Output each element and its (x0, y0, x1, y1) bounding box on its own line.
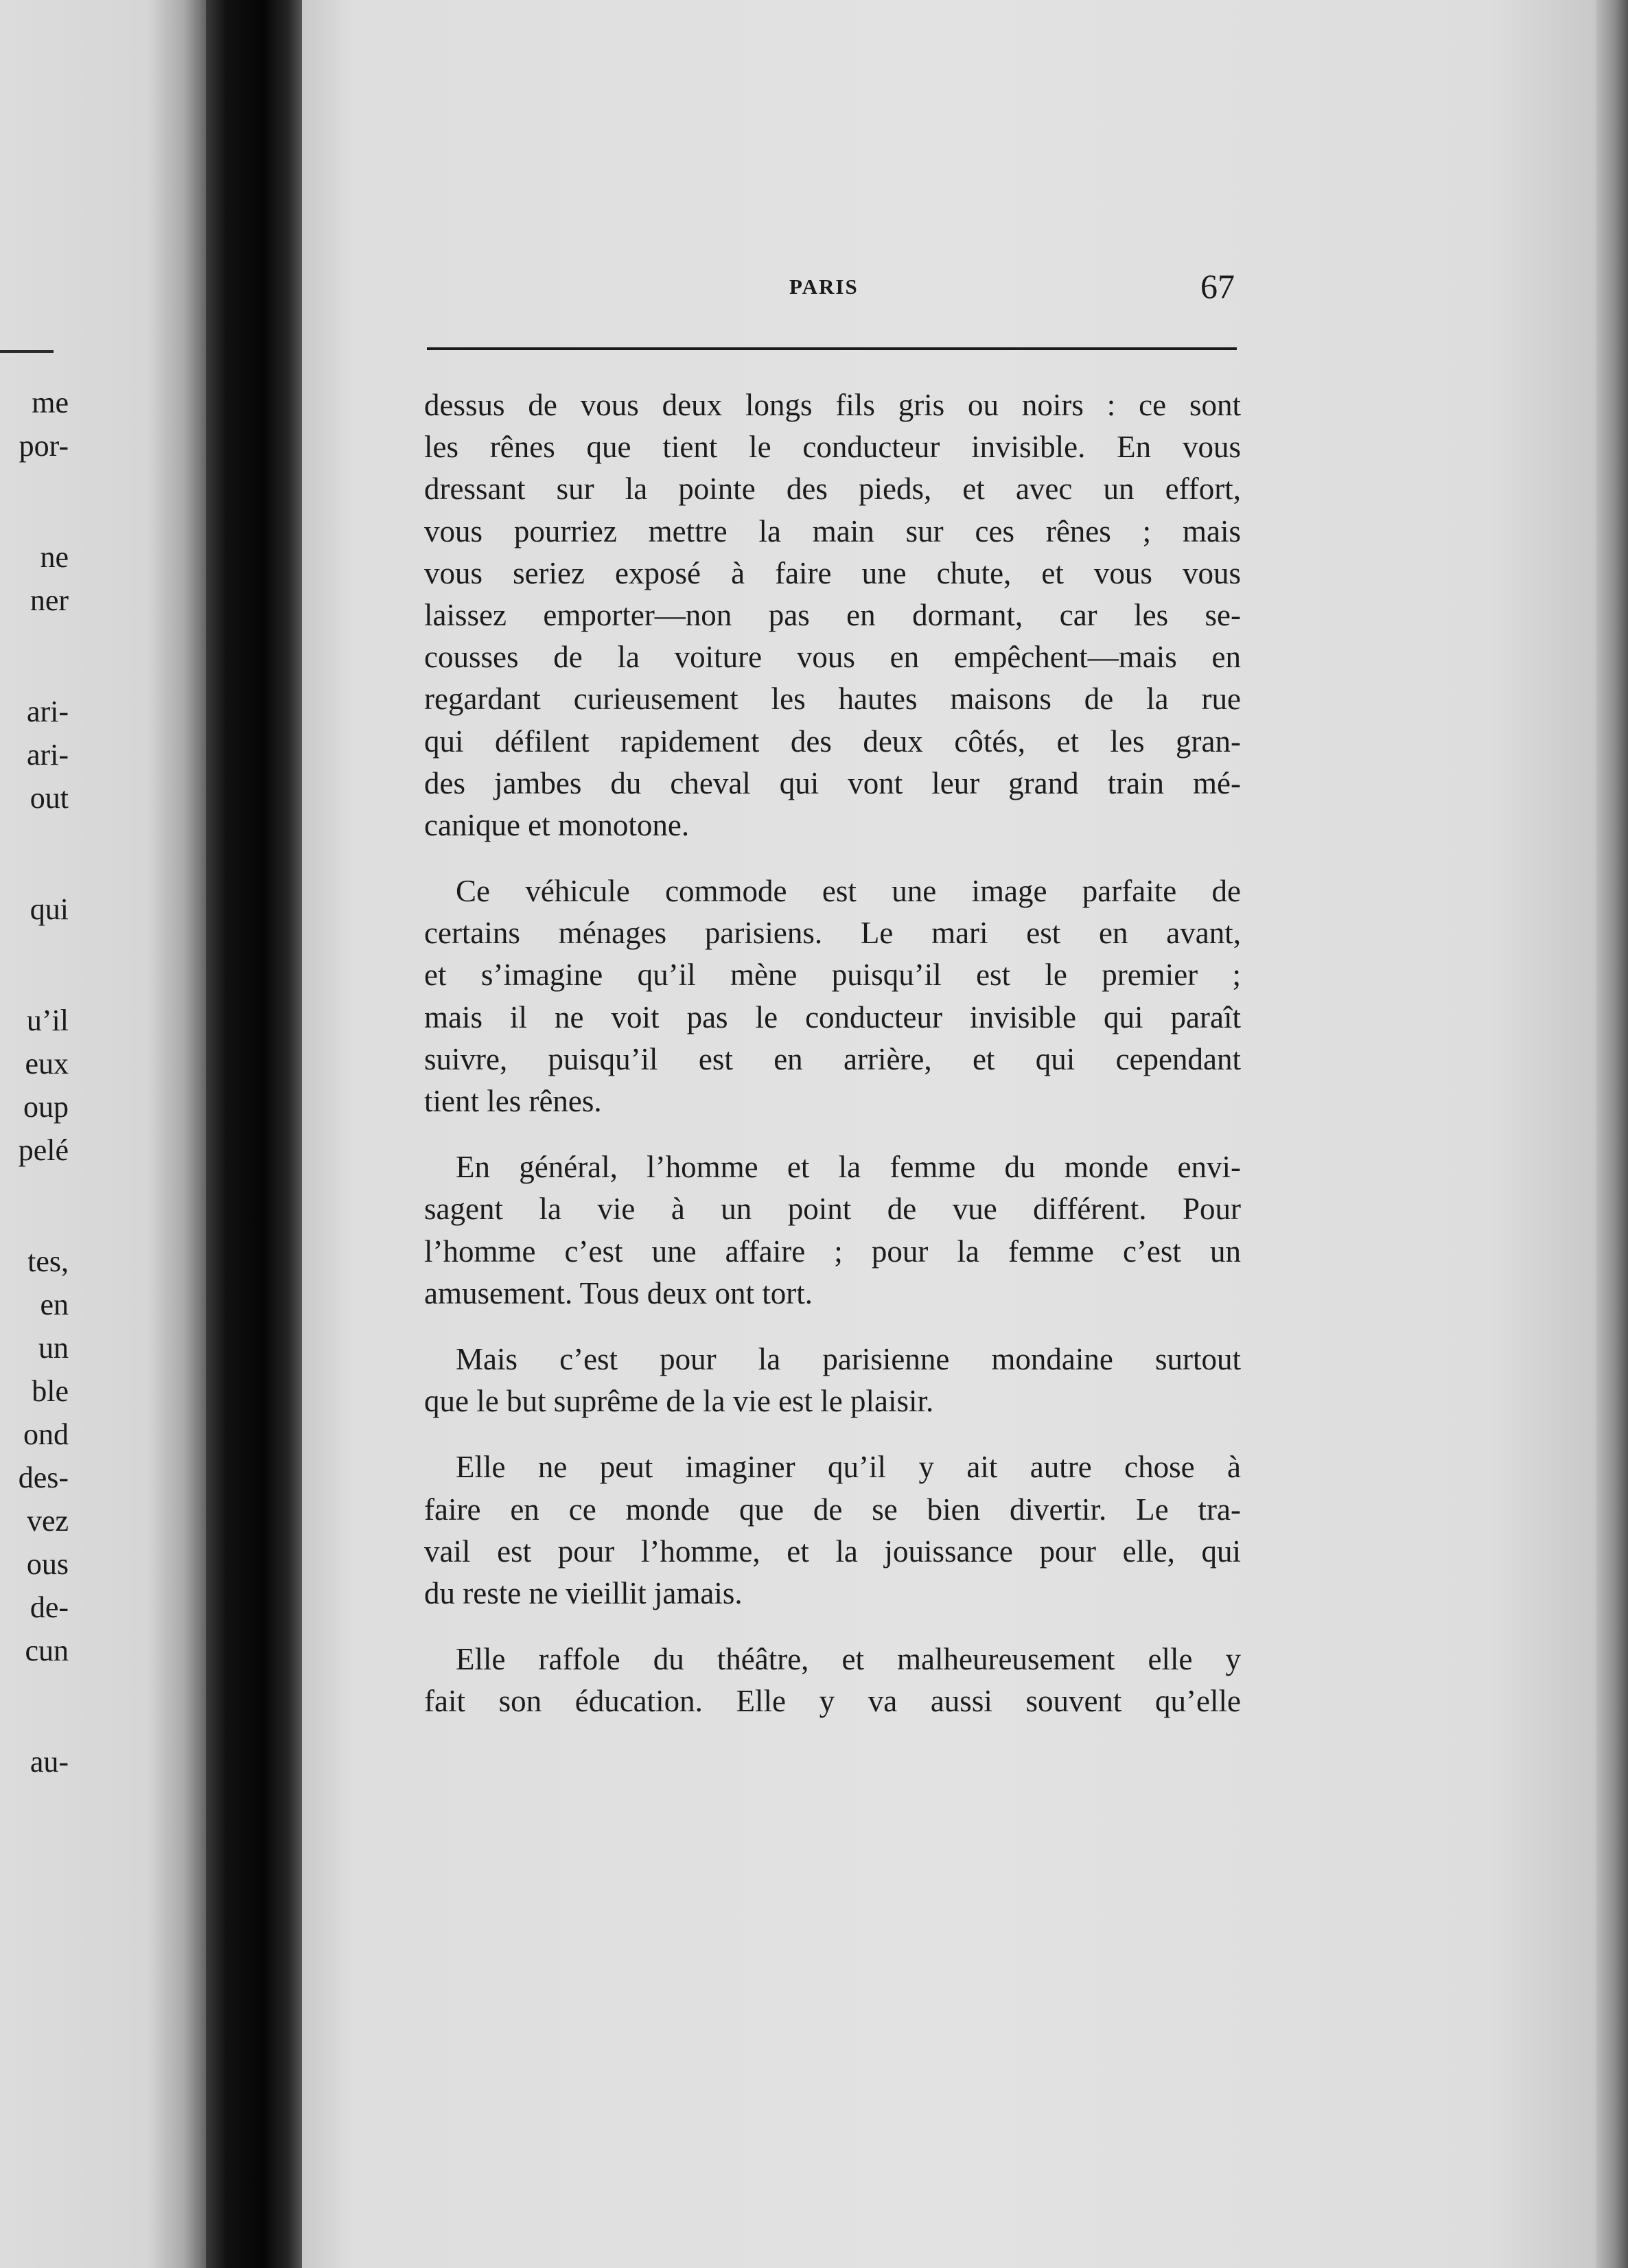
text-line: l’homme c’est une affaire ; pour la femme c’est un (424, 1234, 1241, 1269)
text-line: dressant sur la pointe des pieds, et avec un effort, (424, 472, 1241, 507)
text-line: Mais c’est pour la parisienne mondaine surtout (456, 1341, 1241, 1376)
left-page-fragment: eux (25, 1047, 69, 1080)
book-gutter (206, 0, 309, 2268)
left-page-fragment: ous (26, 1547, 69, 1581)
left-page-fragment: ari- (26, 695, 69, 728)
text-line: fait son éducation. Elle y va aussi souvent qu’elle (424, 1684, 1241, 1719)
left-page-fragment: tes, (27, 1245, 69, 1278)
text-line: que le but suprême de la vie est le plaisir. (424, 1384, 934, 1419)
left-page-fragment: ne (40, 540, 69, 574)
text-line: amusement. Tous deux ont tort. (424, 1275, 813, 1310)
left-page-fragment: ari- (26, 738, 69, 772)
text-line: Elle ne peut imaginer qu’il y ait autre chose à (456, 1450, 1241, 1485)
paragraph (424, 384, 1241, 846)
left-page-fragment: un (38, 1331, 69, 1365)
text-line: les rênes que tient le conducteur invisible. En vous (424, 430, 1241, 465)
left-page-fragment: pelé (18, 1133, 69, 1167)
left-facing-page (0, 0, 209, 2268)
text-line: du reste ne vieillit jamais. (424, 1575, 743, 1610)
left-page-fragment: u’il (26, 1004, 69, 1037)
left-page-fragment: qui (30, 892, 69, 926)
text-line: suivre, puisqu’il est en arrière, et qui cependant (424, 1041, 1241, 1076)
left-page-fragment: por- (19, 429, 69, 463)
text-line: certains ménages parisiens. Le mari est en avant, (424, 916, 1241, 951)
paragraph (424, 1446, 1241, 1615)
text-line: vail est pour l’homme, et la jouissance pour elle, qui (424, 1534, 1241, 1569)
page-number: 67 (1200, 267, 1235, 305)
text-line: Ce véhicule commode est une image parfaite de (456, 874, 1241, 909)
text-line: sagent la vie à un point de vue différent. Pour (424, 1192, 1241, 1227)
header-rule (427, 347, 1237, 350)
text-line: et s’imagine qu’il mène puisqu’il est le premier ; (424, 958, 1241, 993)
left-page-fragment: oup (23, 1090, 69, 1124)
paragraph-gap (424, 1315, 1241, 1339)
text-line: canique et monotone. (424, 807, 690, 842)
text-line: Elle raffole du théâtre, et malheureusement elle y (456, 1642, 1241, 1677)
paragraph-gap (424, 1422, 1241, 1446)
body-text (424, 384, 1241, 1722)
left-page-fragment: au- (30, 1745, 69, 1779)
page-edge-shadow (1596, 0, 1628, 2268)
text-line: mais il ne voit pas le conducteur invisible qui paraît (424, 999, 1241, 1034)
left-page-fragment: vez (26, 1504, 69, 1538)
left-page-fragment: ner (30, 583, 69, 617)
text-line: qui défilent rapidement des deux côtés, et les gran- (424, 724, 1241, 759)
paragraph-gap (424, 1615, 1241, 1639)
running-head: PARIS (789, 275, 859, 299)
paragraph-gap (424, 1122, 1241, 1146)
paragraph (424, 870, 1241, 1122)
left-page-fragment: cun (25, 1634, 69, 1667)
text-line: laissez emporter—non pas en dormant, car les se- (424, 597, 1241, 632)
paragraph (424, 1339, 1241, 1422)
text-line: dessus de vous deux longs fils gris ou noirs : ce sont (424, 388, 1241, 422)
text-line: cousses de la voiture vous en empêchent—mais en (424, 640, 1241, 675)
paragraph (424, 1146, 1241, 1315)
text-line: vous seriez exposé à faire une chute, et vous vous (424, 555, 1241, 590)
text-line: En général, l’homme et la femme du monde envi- (456, 1150, 1241, 1185)
paragraph-gap (424, 846, 1241, 870)
left-page-fragment: ond (23, 1418, 69, 1451)
left-page-fragment: me (32, 386, 69, 419)
left-page-header-rule (0, 350, 54, 353)
left-page-fragment: ble (32, 1374, 69, 1408)
left-page-fragment: en (40, 1288, 69, 1321)
left-page-fragment: de- (30, 1590, 69, 1624)
left-page-fragment: out (30, 781, 69, 815)
text-line: tient les rênes. (424, 1084, 602, 1118)
paragraph (424, 1639, 1241, 1722)
text-line: regardant curieusement les hautes maisons de la rue (424, 682, 1241, 717)
left-page-fragment: des- (18, 1461, 69, 1494)
text-line: faire en ce monde que de se bien divertir. Le tra- (424, 1492, 1241, 1527)
text-line: vous pourriez mettre la main sur ces rênes ; mais (424, 513, 1241, 548)
text-line: des jambes du cheval qui vont leur grand train mé- (424, 765, 1241, 800)
